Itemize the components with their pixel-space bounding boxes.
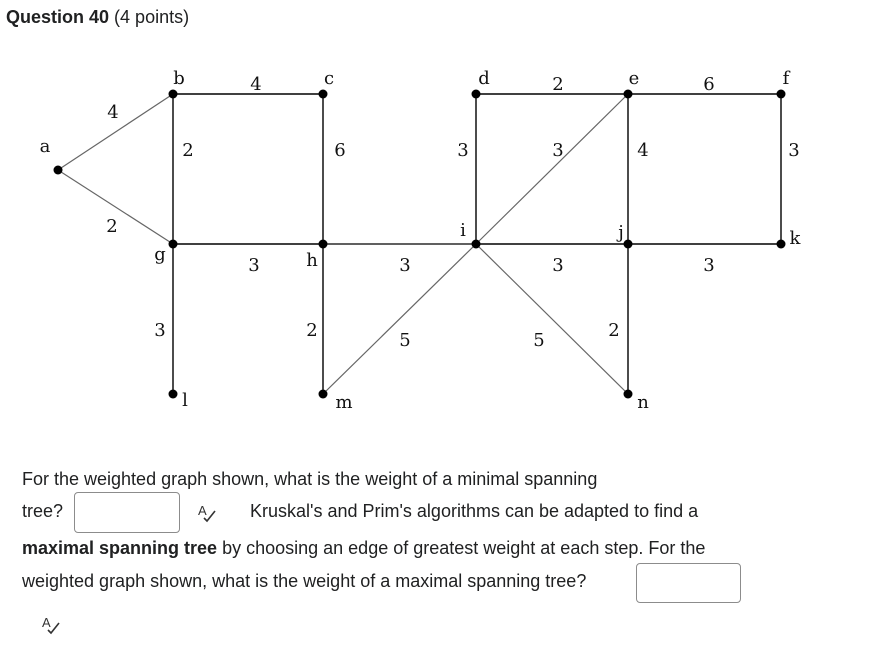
edge-weight-e-j: 4	[637, 140, 649, 161]
edge-weight-i-j: 3	[552, 255, 564, 276]
svg-text:A: A	[42, 615, 51, 630]
edge-weight-i-m: 5	[399, 330, 411, 351]
vertex-k	[777, 240, 786, 249]
question-text-line2-prefix: tree?	[22, 501, 64, 521]
edge-weight-j-k: 3	[703, 255, 715, 276]
question-points: (4 points)	[114, 7, 190, 27]
question-text-line3	[22, 531, 705, 565]
maximal-spanning-tree-term: maximal spanning tree	[22, 538, 218, 558]
question-title: Question 40	[6, 7, 110, 27]
weights-layer	[106, 74, 799, 351]
labels-layer	[40, 68, 802, 413]
edge-weight-d-i: 3	[457, 140, 469, 161]
edges-layer	[58, 94, 781, 394]
vertex-i	[472, 240, 481, 249]
question-text-line1: For the weighted graph shown, what is the weight of a minimal spanning	[22, 469, 598, 489]
vertex-label-i: i	[460, 220, 466, 241]
edge-weight-g-l: 3	[154, 320, 166, 341]
vertex-label-b: b	[173, 68, 185, 89]
vertex-label-g: g	[154, 244, 166, 265]
maximal-weight-input[interactable]	[636, 563, 741, 603]
vertex-m	[319, 390, 328, 399]
vertex-label-j: j	[618, 222, 624, 243]
edge-weight-g-h: 3	[248, 255, 260, 276]
edge-weight-f-k: 3	[788, 140, 800, 161]
edge-weight-j-n: 2	[608, 320, 620, 341]
edge-weight-a-b: 4	[107, 102, 119, 123]
vertex-label-n: n	[637, 392, 649, 413]
edge-weight-b-g: 2	[182, 140, 194, 161]
question-text-line3-rest: by choosing an edge of greatest weight at each step. For the	[217, 538, 706, 558]
vertex-label-a: a	[39, 136, 51, 157]
vertex-j	[624, 240, 633, 249]
vertex-n	[624, 390, 633, 399]
vertex-l	[169, 390, 178, 399]
vertex-label-m: m	[335, 392, 353, 413]
edge-weight-i-n: 5	[533, 330, 545, 351]
edge-i-e	[476, 94, 628, 244]
edge-weight-h-m: 2	[306, 320, 318, 341]
question-text-line2-suffix: Kruskal's and Prim's algorithms can be adapted to find a	[250, 501, 699, 521]
edge-weight-d-e: 2	[552, 74, 564, 95]
vertex-a	[54, 166, 63, 175]
vertex-label-d: d	[478, 68, 490, 89]
spellcheck-icon[interactable]	[196, 502, 218, 524]
vertex-c	[319, 90, 328, 99]
vertex-g	[169, 240, 178, 249]
vertex-label-l: l	[182, 390, 188, 411]
edge-weight-c-h: 6	[334, 140, 346, 161]
vertex-h	[319, 240, 328, 249]
vertex-e	[624, 90, 633, 99]
vertex-label-k: k	[789, 228, 801, 249]
svg-text:A: A	[198, 503, 207, 518]
minimal-weight-input[interactable]	[74, 492, 180, 533]
edge-weight-e-f: 6	[703, 74, 715, 95]
question-text-line4: weighted graph shown, what is the weight of a maximal spanning tree?	[22, 571, 587, 591]
vertex-label-e: e	[628, 68, 640, 89]
edge-weight-b-c: 4	[250, 74, 262, 95]
vertex-label-c: c	[323, 68, 335, 89]
vertex-label-h: h	[306, 250, 318, 271]
vertex-label-f: f	[782, 68, 790, 89]
edge-weight-h-i: 3	[399, 255, 411, 276]
spellcheck-icon[interactable]	[40, 614, 62, 636]
edge-weight-i-e: 3	[552, 140, 564, 161]
vertex-b	[169, 90, 178, 99]
edge-weight-a-g: 2	[106, 216, 118, 237]
vertex-d	[472, 90, 481, 99]
vertex-f	[777, 90, 786, 99]
